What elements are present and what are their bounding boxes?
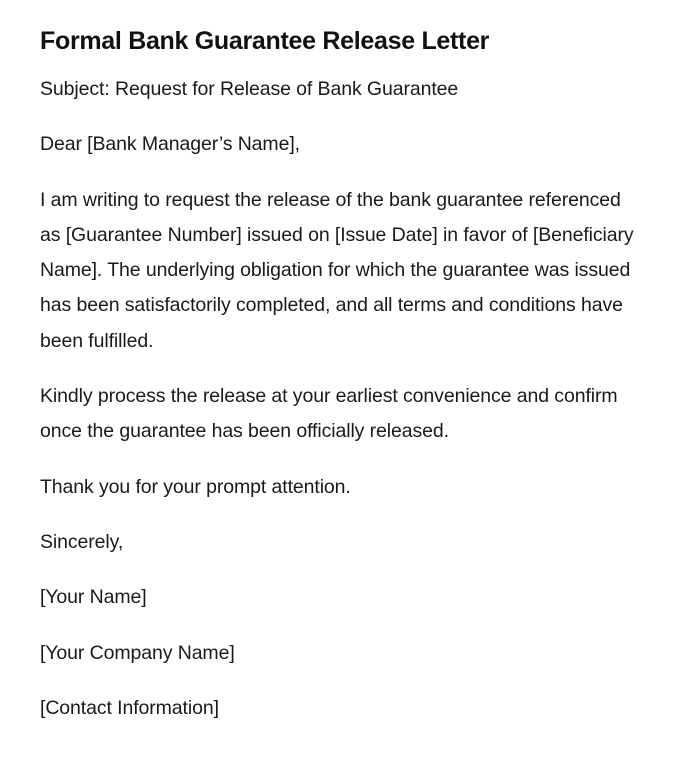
- salutation: Dear [Bank Manager’s Name],: [40, 133, 300, 156]
- body-paragraph-2: Kindly process the release at your earliest convenience and confirm once the guarantee has been officially released.: [40, 385, 618, 443]
- letter-title: Formal Bank Guarantee Release Letter: [40, 27, 490, 55]
- body-paragraph-1: I am writing to request the release of the bank guarantee referenced as [Guarantee Number] issued on [Issue Date] in favor of [Beneficiary Name]. The underlying obligation for which the guarantee was issued has been satisfactorily completed, and all terms and conditions have been fulfilled.: [40, 188, 634, 352]
- closing-line: Sincerely,: [40, 530, 124, 553]
- subject-line: Subject: Request for Release of Bank Guarantee: [40, 78, 459, 100]
- letter-page: [40, 24, 640, 746]
- signature-contact: [Contact Information]: [40, 696, 219, 719]
- signature-name: [Your Name]: [40, 586, 147, 609]
- signature-company: [Your Company Name]: [40, 641, 235, 664]
- thanks-line: Thank you for your prompt attention.: [40, 475, 351, 498]
